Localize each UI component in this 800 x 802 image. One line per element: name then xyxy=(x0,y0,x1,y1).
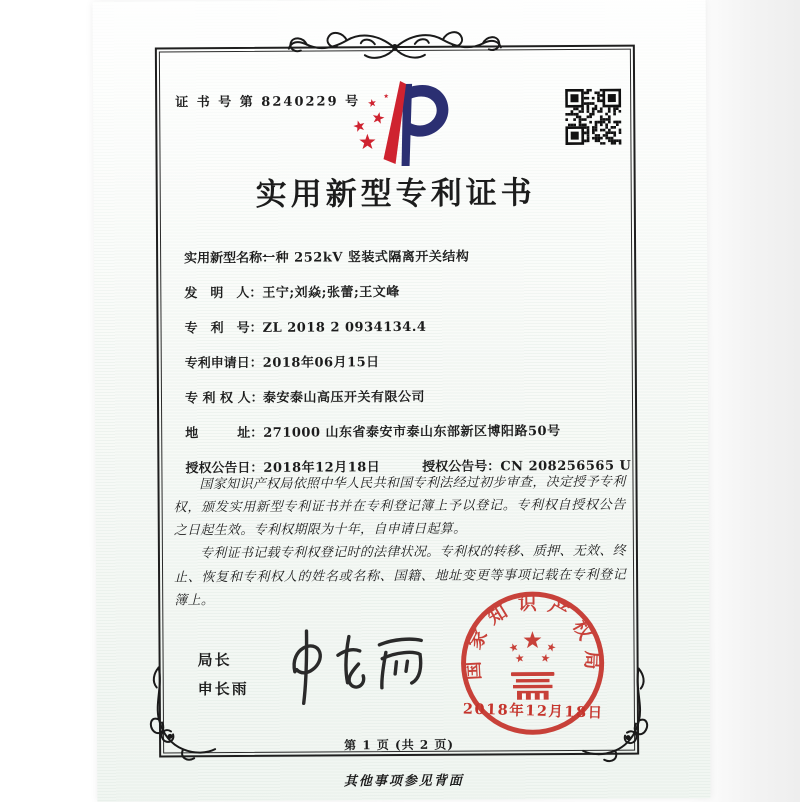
field-value-grant-no: CN 208256565 U xyxy=(500,449,631,485)
national-emblem-icon xyxy=(508,631,557,700)
patent-office-logo-icon xyxy=(343,74,459,175)
field-row-patentee xyxy=(185,379,605,417)
field-list xyxy=(184,239,605,487)
field-label: 专 利 权 人： xyxy=(185,381,263,416)
field-label-grant-no: 授权公告号： xyxy=(422,449,500,484)
field-row-inventors xyxy=(184,274,604,312)
seal-text: 国家知识产权局 xyxy=(461,592,603,680)
signer-title: 局长 xyxy=(198,649,232,670)
field-row-patent-no xyxy=(184,309,604,347)
back-note: 其他事项参见背面 xyxy=(97,768,710,791)
field-value: ZL 2018 2 0934134.4 xyxy=(262,310,426,346)
field-row-filing-date xyxy=(185,344,605,382)
field-row-address xyxy=(185,414,605,452)
field-label: 专利申请日： xyxy=(185,346,263,381)
field-value: 一种 252kV 竖装式隔离开关结构 xyxy=(262,240,470,276)
field-row-name xyxy=(184,239,604,277)
certificate-paper xyxy=(93,0,711,802)
seal-date: 2018年12月18日 xyxy=(463,697,644,723)
certificate-number: 证 书 号 第 8240229 号 xyxy=(175,90,360,110)
field-value: 271000 山东省泰安市泰山东部新区博阳路50号 xyxy=(263,414,561,451)
field-label: 地 址： xyxy=(185,416,263,451)
field-value: 2018年12月18日 xyxy=(263,450,380,486)
signature-icon xyxy=(264,616,445,717)
field-value: 2018年06月15日 xyxy=(263,345,380,381)
legal-paragraph-2: 专利证书记载专利权登记时的法律状况。专利权的转移、质押、无效、终止、恢复和专利权人的姓名或名称、国籍、地址变更等事项记载在专利登记簿上。 xyxy=(174,540,626,612)
field-value: 王宁;刘焱;张蕾;王文峰 xyxy=(262,275,400,311)
legal-paragraph-1: 国家知识产权局依照中华人民共和国专利法经过初步审查，决定授予专利权，颁发实用新型专利证书并在专利登记簿上予以登记。专利权自授权公告之日起生效。专利权期限为十年，自申请日起算。 xyxy=(173,471,625,543)
page-title: 实用新型专利证书 xyxy=(156,167,636,215)
field-label: 发 明 人： xyxy=(184,276,262,311)
qr-code xyxy=(565,89,621,145)
field-label: 专 利 号： xyxy=(184,311,262,346)
field-value: 泰安泰山高压开关有限公司 xyxy=(263,380,425,416)
field-label: 授权公告日： xyxy=(185,451,263,486)
field-label: 实用新型名称： xyxy=(184,241,262,276)
signer-name: 申长雨 xyxy=(198,678,249,699)
page-indicator: 第 1 页 (共 2 页) xyxy=(159,735,639,755)
